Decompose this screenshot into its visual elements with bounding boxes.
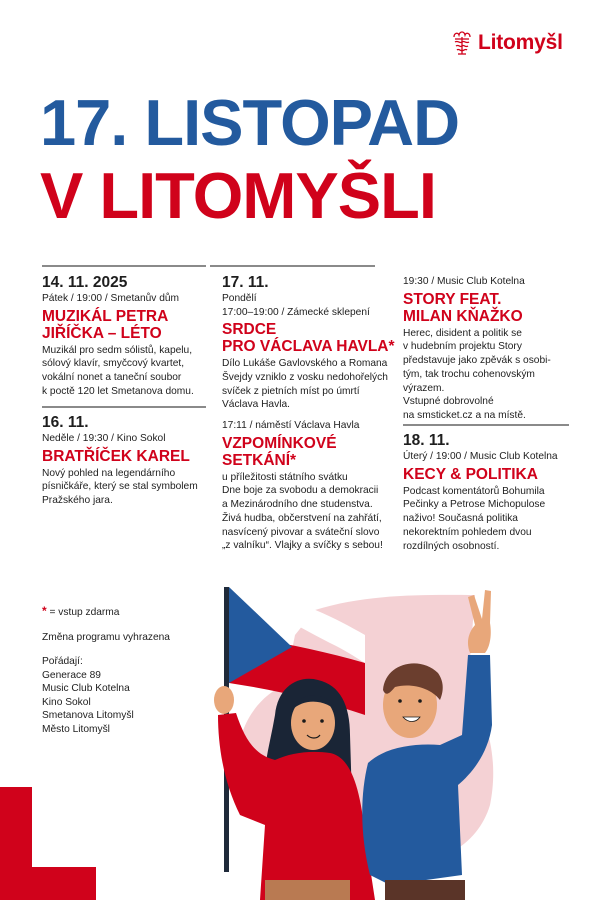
event-meta: 17:11 / náměstí Václava Havla bbox=[222, 420, 360, 431]
event-name bbox=[403, 466, 573, 483]
page-title bbox=[40, 86, 460, 232]
event-name-line: JIŘÍČKA – LÉTO bbox=[42, 324, 162, 342]
organizer-item: Generace 89 bbox=[42, 669, 101, 681]
event-muzikal bbox=[42, 274, 207, 399]
desc-line: nekorektním pohledem dvou bbox=[403, 526, 532, 538]
desc-line: nasvícený pivovar a sváteční slovo bbox=[222, 526, 380, 538]
desc-line: u příležitosti státního svátku bbox=[222, 471, 348, 483]
event-name bbox=[222, 321, 397, 355]
desc-line: na smsticket.cz a na místě. bbox=[403, 410, 526, 422]
divider bbox=[42, 265, 206, 267]
corner-decoration-horizontal bbox=[0, 867, 96, 900]
divider bbox=[42, 406, 206, 408]
title-line-2: V LITOMYŠLI bbox=[40, 159, 436, 232]
desc-line: představuje jako zpěvák s osobi- bbox=[403, 355, 551, 367]
event-description bbox=[222, 357, 397, 412]
event-name-line: SETKÁNÍ* bbox=[222, 451, 297, 469]
meta-line: 17:00–19:00 / Zámecké sklepení bbox=[222, 306, 370, 318]
desc-line: Dílo Lukáše Gavlovského a Romana bbox=[222, 358, 388, 369]
desc-line: vokální nonet a taneční soubor bbox=[42, 372, 182, 384]
event-bratricek-karel bbox=[42, 414, 210, 508]
desc-line: rozdílných osobností. bbox=[403, 540, 500, 552]
desc-line: k poctě 120 let Smetanova domu. bbox=[42, 385, 194, 397]
organizer-item: Město Litomyšl bbox=[42, 723, 110, 735]
desc-line: Pražského jara. bbox=[42, 495, 113, 507]
title-line-1: 17. LISTOPAD bbox=[40, 86, 460, 159]
desc-line: Vstupné dobrovolné bbox=[403, 396, 494, 408]
desc-line: „z valníku“. Vlajky a svíčky s sebou! bbox=[222, 540, 383, 552]
litomysl-logo bbox=[451, 30, 563, 56]
organizer-item: Music Club Kotelna bbox=[42, 683, 130, 694]
litomysl-crest-icon bbox=[451, 30, 473, 56]
organizer-item: Smetanova Litomyšl bbox=[42, 710, 134, 721]
desc-line: Dne boje za svobodu a demokracii bbox=[222, 485, 379, 497]
event-date: 17. 11. bbox=[222, 274, 269, 291]
desc-line: v hudebním projektu Story bbox=[403, 341, 522, 353]
meta-line: Pondělí bbox=[222, 293, 257, 304]
event-description bbox=[222, 471, 400, 554]
event-name-line: MILAN KŇAŽKO bbox=[403, 307, 523, 325]
event-name-line: MUZIKÁL PETRA bbox=[42, 307, 169, 325]
desc-line: Herec, disident a politik se bbox=[403, 327, 522, 339]
girl-hand bbox=[214, 686, 234, 714]
desc-line: výrazem. bbox=[403, 382, 445, 394]
program-change-note: Změna programu vyhrazena bbox=[42, 631, 170, 643]
desc-line: naživo! Současná politika bbox=[403, 513, 518, 525]
event-description bbox=[42, 344, 207, 399]
event-name-line: STORY FEAT. bbox=[403, 290, 502, 308]
divider bbox=[210, 265, 375, 267]
event-description bbox=[403, 485, 573, 554]
event-meta: 19:30 / Music Club Kotelna bbox=[403, 276, 525, 287]
event-srdce-pro-havla bbox=[222, 274, 397, 412]
event-description bbox=[42, 467, 210, 508]
desc-line: a Mezinárodního dne studenstva. bbox=[222, 499, 373, 511]
event-meta: Neděle / 19:30 / Kino Sokol bbox=[42, 433, 166, 444]
event-name bbox=[403, 291, 573, 325]
event-date: 16. 11. bbox=[42, 414, 89, 431]
girl-pants bbox=[265, 880, 350, 900]
desc-line: Muzikál pro sedm sólistů, kapelu, bbox=[42, 344, 193, 356]
desc-line: Nový pohled na legendárního bbox=[42, 467, 176, 479]
organizer-item: Kino Sokol bbox=[42, 696, 91, 708]
event-name bbox=[42, 308, 207, 342]
desc-line: Václava Havla. bbox=[222, 399, 290, 411]
event-vzpominkove-setkani bbox=[222, 419, 400, 553]
event-description bbox=[403, 327, 573, 424]
free-entry-text: = vstup zdarma bbox=[49, 607, 120, 618]
event-name bbox=[222, 435, 400, 469]
event-meta: Pátek / 19:00 / Smetanův dům bbox=[42, 293, 180, 304]
desc-line: svíček z pietních míst po úmrtí bbox=[222, 385, 360, 397]
desc-line: Pečinky a Petrose Michopulose bbox=[403, 499, 546, 511]
logo-text: Litomyšl bbox=[478, 31, 563, 54]
event-name-line: PRO VÁCLAVA HAVLA* bbox=[222, 338, 395, 355]
event-story-knazko bbox=[403, 275, 573, 423]
divider bbox=[403, 424, 569, 426]
event-name bbox=[42, 448, 210, 465]
event-meta: Úterý / 19:00 / Music Club Kotelna bbox=[403, 451, 558, 462]
desc-line: Podcast komentátorů Bohumila bbox=[403, 485, 545, 497]
event-name-line: KECY & POLITIKA bbox=[403, 465, 538, 483]
event-kecy-politika bbox=[403, 432, 573, 553]
desc-line: Živá hudba, občerstvení na zahřátí, bbox=[222, 512, 382, 524]
couple-with-flag-illustration bbox=[200, 575, 500, 900]
event-date: 14. 11. 2025 bbox=[42, 274, 128, 291]
footer-notes bbox=[42, 605, 170, 736]
organizers bbox=[42, 655, 170, 736]
event-name-line: SRDCE bbox=[222, 321, 277, 338]
asterisk-icon: * bbox=[42, 604, 47, 618]
organizers-label: Pořádají: bbox=[42, 656, 83, 667]
event-name-line: VZPOMÍNKOVÉ bbox=[222, 434, 337, 452]
desc-line: písničkáře, který se stal symbolem bbox=[42, 481, 198, 493]
boy-pants bbox=[385, 880, 465, 900]
desc-line: Švejdy vzniklo z vosku nedohořelých bbox=[222, 371, 388, 383]
event-date: 18. 11. bbox=[403, 432, 450, 449]
desc-line: tým, tak trochu cohenovským bbox=[403, 368, 535, 380]
free-entry-legend bbox=[42, 605, 170, 620]
event-name-line: BRATŘÍČEK KAREL bbox=[42, 447, 190, 465]
desc-line: sólový klavír, smyčcový kvartet, bbox=[42, 358, 185, 370]
event-meta bbox=[222, 292, 397, 319]
